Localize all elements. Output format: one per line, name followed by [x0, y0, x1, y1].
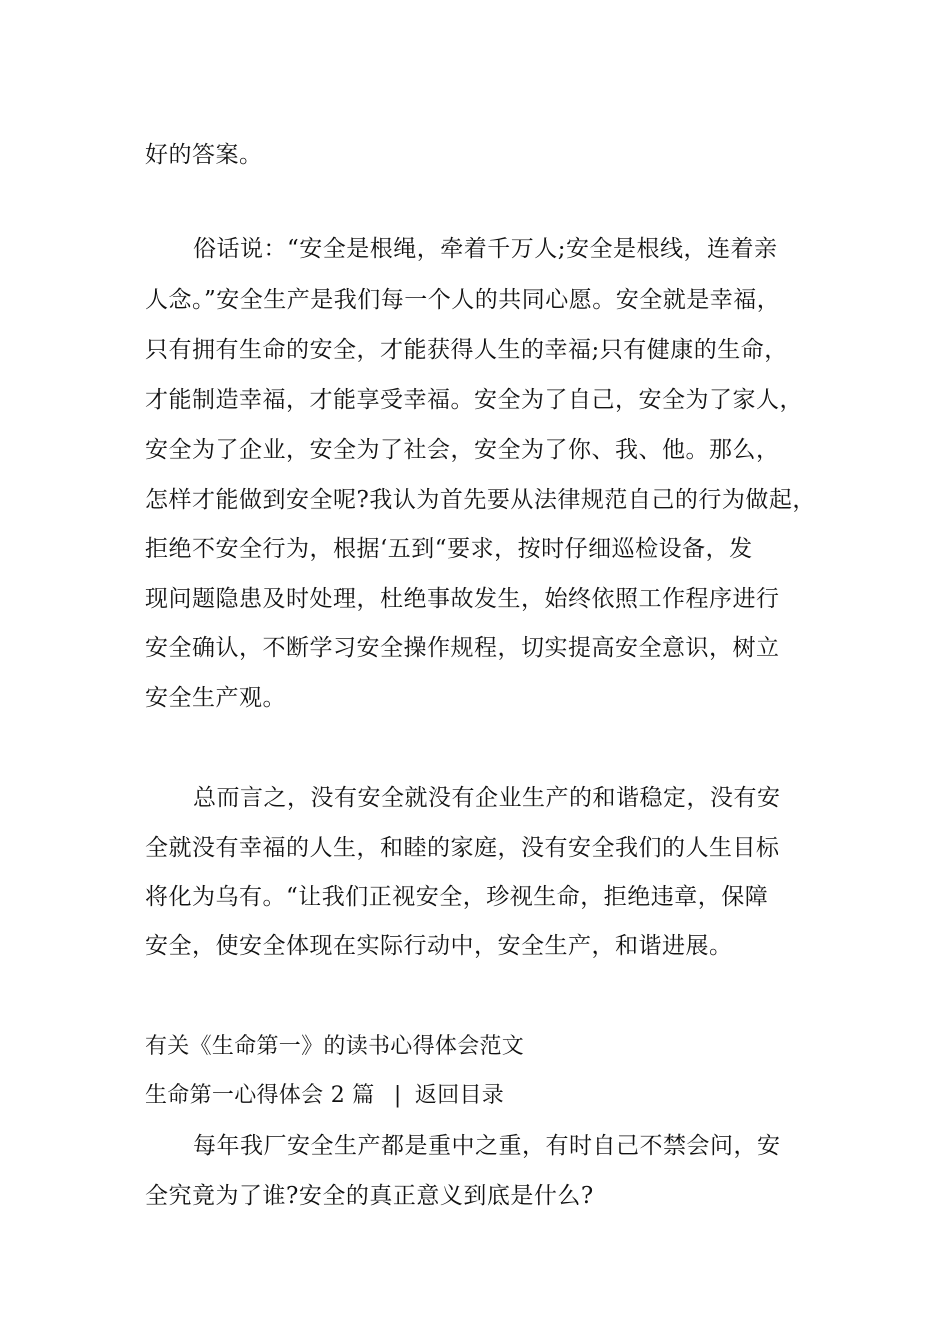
paragraph-line: 好的答案。	[145, 142, 263, 168]
paragraph-line: 俗话说：“安全是根绳，牵着千万人;安全是根线，连着亲	[193, 236, 778, 262]
subsection-heading-row	[145, 1080, 504, 1112]
paragraph-line: 人念。”安全生产是我们每一个人的共同心愿。安全就是幸福，	[145, 287, 781, 313]
paragraph-line: 全究竟为了谁?安全的真正意义到底是什么?	[145, 1183, 594, 1209]
paragraph-line: 只有拥有生命的安全，才能获得人生的幸福;只有健康的生命，	[145, 337, 788, 363]
paragraph-line: 现问题隐患及时处理，杜绝事故发生，始终依照工作程序进行	[145, 586, 780, 612]
paragraph-line: 将化为乌有。“让我们正视安全，珍视生命，拒绝违章，保障	[145, 884, 769, 910]
paragraph-line: 拒绝不安全行为，根据‘五到“要求，按时仔细巡检设备，发	[145, 536, 753, 562]
paragraph-line: 安全为了企业，安全为了社会，安全为了你、我、他。那么，	[145, 437, 780, 463]
separator: |	[393, 1083, 402, 1108]
subsection-title: 生命第一心得体会 2 篇	[145, 1083, 375, 1108]
paragraph-line: 安全，使安全体现在实际行动中，安全生产，和谐进展。	[145, 933, 733, 959]
paragraph-line: 才能制造幸福，才能享受幸福。安全为了自己，安全为了家人，	[145, 387, 803, 413]
section-title: 有关《生命第一》的读书心得体会范文	[145, 1034, 525, 1059]
paragraph-line: 总而言之，没有安全就没有企业生产的和谐稳定，没有安	[193, 785, 781, 811]
paragraph-line: 安全确认，不断学习安全操作规程，切实提高安全意识，树立	[145, 635, 780, 661]
back-to-contents-link[interactable]: 返回目录	[414, 1083, 505, 1108]
paragraph-line: 每年我厂安全生产都是重中之重，有时自己不禁会问，安	[193, 1133, 781, 1159]
paragraph-line: 全就没有幸福的人生，和睦的家庭，没有安全我们的人生目标	[145, 835, 780, 861]
paragraph-line: 怎样才能做到安全呢?我认为首先要从法律规范自己的行为做起，	[145, 487, 816, 513]
paragraph-line: 安全生产观。	[145, 685, 286, 711]
